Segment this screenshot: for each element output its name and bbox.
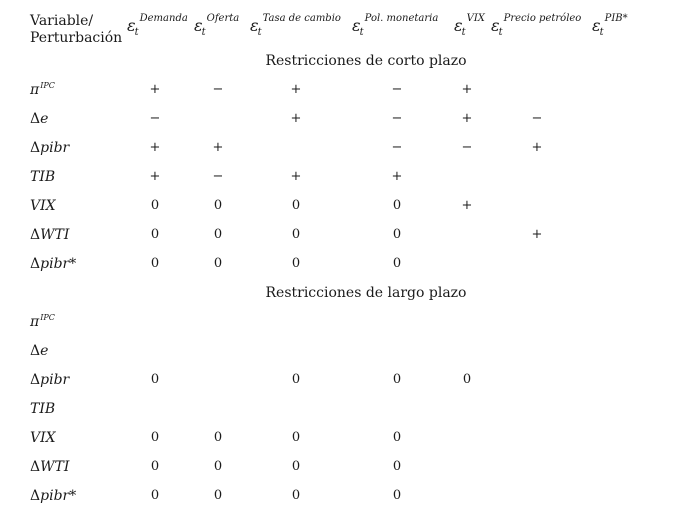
table-row (0, 401, 677, 421)
restriction-cell: 0 (150, 198, 160, 213)
restriction-cell: − (391, 82, 403, 97)
row-variable: pibr (40, 372, 70, 388)
row-label (30, 459, 69, 475)
restriction-cell: 0 (392, 372, 402, 387)
time-subscript: t (134, 27, 139, 38)
restriction-cell: 0 (213, 198, 223, 213)
restriction-cell: 0 (150, 227, 160, 242)
table-row (0, 430, 677, 450)
row-variable: TIB (30, 169, 56, 185)
row-variable: WTI (40, 459, 70, 475)
restriction-cell: 0 (291, 372, 301, 387)
shock-header-pib-star (592, 6, 628, 38)
table-row (0, 227, 677, 247)
restriction-cell: 0 (392, 227, 402, 242)
row-label (30, 488, 76, 504)
restriction-cell: − (461, 140, 473, 155)
row-label (30, 256, 76, 272)
epsilon-symbol: ε (250, 16, 259, 35)
row-variable: TIB (30, 401, 56, 417)
time-subscript: t (201, 27, 206, 38)
restriction-cell: − (149, 111, 161, 126)
time-subscript: t (599, 27, 604, 38)
row-superscript: IPC (40, 313, 55, 322)
row-label (30, 140, 69, 156)
restriction-cell: 0 (213, 459, 223, 474)
row-label (30, 82, 55, 98)
restriction-cell: 0 (392, 430, 402, 445)
restriction-cell: 0 (291, 430, 301, 445)
row-label (30, 314, 55, 330)
restriction-cell: 0 (392, 488, 402, 503)
restriction-cell: 0 (213, 256, 223, 271)
row-label (30, 430, 56, 446)
row-prefix: Δ (30, 372, 41, 388)
row-variable: pibr* (40, 256, 77, 272)
shock-name: PIB* (604, 13, 628, 24)
shock-name: Demanda (139, 13, 188, 24)
restriction-cell: 0 (462, 372, 472, 387)
section-title: Restricciones de corto plazo (265, 53, 467, 69)
shock-header-pol-monetaria (352, 6, 439, 38)
restriction-cell: + (531, 140, 543, 155)
restriction-cell: + (461, 82, 473, 97)
row-prefix: π (30, 82, 40, 98)
row-variable: e (40, 111, 49, 127)
restriction-cell: 0 (392, 198, 402, 213)
restriction-cell: 0 (291, 459, 301, 474)
restriction-cell: − (531, 111, 543, 126)
row-prefix: π (30, 314, 40, 330)
restriction-cell: + (461, 111, 473, 126)
table-row (0, 459, 677, 479)
restriction-cell: − (391, 111, 403, 126)
time-subscript: t (257, 27, 262, 38)
restriction-cell: + (290, 82, 302, 97)
restriction-cell: + (290, 111, 302, 126)
restriction-cell: 0 (291, 256, 301, 271)
variable-header-line1: Variable/ (30, 13, 94, 29)
restriction-cell: + (212, 140, 224, 155)
shock-header-vix (454, 6, 485, 38)
table-row (0, 256, 677, 276)
table-row (0, 140, 677, 160)
time-subscript: t (461, 27, 466, 38)
restriction-cell: + (391, 169, 403, 184)
epsilon-symbol: ε (491, 16, 500, 35)
epsilon-symbol: ε (592, 16, 601, 35)
time-subscript: t (498, 27, 503, 38)
shock-header-precio-petroleo (491, 6, 582, 38)
row-variable: WTI (40, 227, 70, 243)
shock-header-oferta (194, 6, 240, 38)
restriction-cell: 0 (150, 488, 160, 503)
table-row (0, 314, 677, 334)
restriction-cell: + (461, 198, 473, 213)
table-row (0, 111, 677, 131)
restriction-cell: − (391, 140, 403, 155)
row-variable: VIX (30, 198, 56, 214)
restriction-cell: 0 (392, 459, 402, 474)
shock-name: Oferta (206, 13, 240, 24)
table-row (0, 198, 677, 218)
restriction-cell: 0 (392, 256, 402, 271)
restriction-cell: 0 (291, 488, 301, 503)
restriction-cell: + (149, 140, 161, 155)
row-label (30, 343, 48, 359)
table-row (0, 169, 677, 189)
restriction-cell: − (212, 169, 224, 184)
variable-header (30, 13, 122, 47)
row-label (30, 169, 55, 185)
restriction-cell: + (290, 169, 302, 184)
shock-name: Pol. monetaria (364, 13, 439, 24)
restriction-cell: 0 (213, 488, 223, 503)
row-variable: VIX (30, 430, 56, 446)
row-prefix: Δ (30, 343, 41, 359)
row-label (30, 111, 48, 127)
shock-name: Precio petróleo (503, 13, 582, 24)
restriction-cell: + (149, 169, 161, 184)
restriction-cell: − (212, 82, 224, 97)
section-title: Restricciones de largo plazo (265, 285, 467, 301)
time-subscript: t (359, 27, 364, 38)
restriction-cell: 0 (291, 198, 301, 213)
epsilon-symbol: ε (352, 16, 361, 35)
table-row (0, 372, 677, 392)
row-variable: pibr (40, 140, 70, 156)
restriction-cell: 0 (213, 430, 223, 445)
table-header (0, 6, 677, 46)
table-row (0, 82, 677, 102)
variable-header-line2: Perturbación (30, 30, 123, 46)
restriction-cell: 0 (213, 227, 223, 242)
restriction-cell: 0 (150, 256, 160, 271)
row-prefix: Δ (30, 488, 41, 504)
shock-header-demanda (127, 6, 188, 38)
epsilon-symbol: ε (127, 16, 136, 35)
restriction-cell: + (149, 82, 161, 97)
restriction-cell: 0 (291, 227, 301, 242)
row-prefix: Δ (30, 256, 41, 272)
row-label (30, 401, 55, 417)
restriction-cell: 0 (150, 459, 160, 474)
row-prefix: Δ (30, 140, 41, 156)
restriction-cell: 0 (150, 430, 160, 445)
row-prefix: Δ (30, 111, 41, 127)
shock-name: Tasa de cambio (262, 13, 341, 24)
row-prefix: Δ (30, 459, 41, 475)
shock-header-tasa-de-cambio (250, 6, 341, 38)
row-variable: e (40, 343, 49, 359)
row-superscript: IPC (40, 81, 55, 90)
epsilon-symbol: ε (194, 16, 203, 35)
table-row (0, 488, 677, 508)
row-label (30, 372, 69, 388)
restriction-cell: 0 (150, 372, 160, 387)
restriction-cell: + (531, 227, 543, 242)
row-variable: pibr* (40, 488, 77, 504)
row-label (30, 227, 69, 243)
table-row (0, 343, 677, 363)
shock-name: VIX (466, 13, 485, 24)
row-label (30, 198, 56, 214)
epsilon-symbol: ε (454, 16, 463, 35)
row-prefix: Δ (30, 227, 41, 243)
